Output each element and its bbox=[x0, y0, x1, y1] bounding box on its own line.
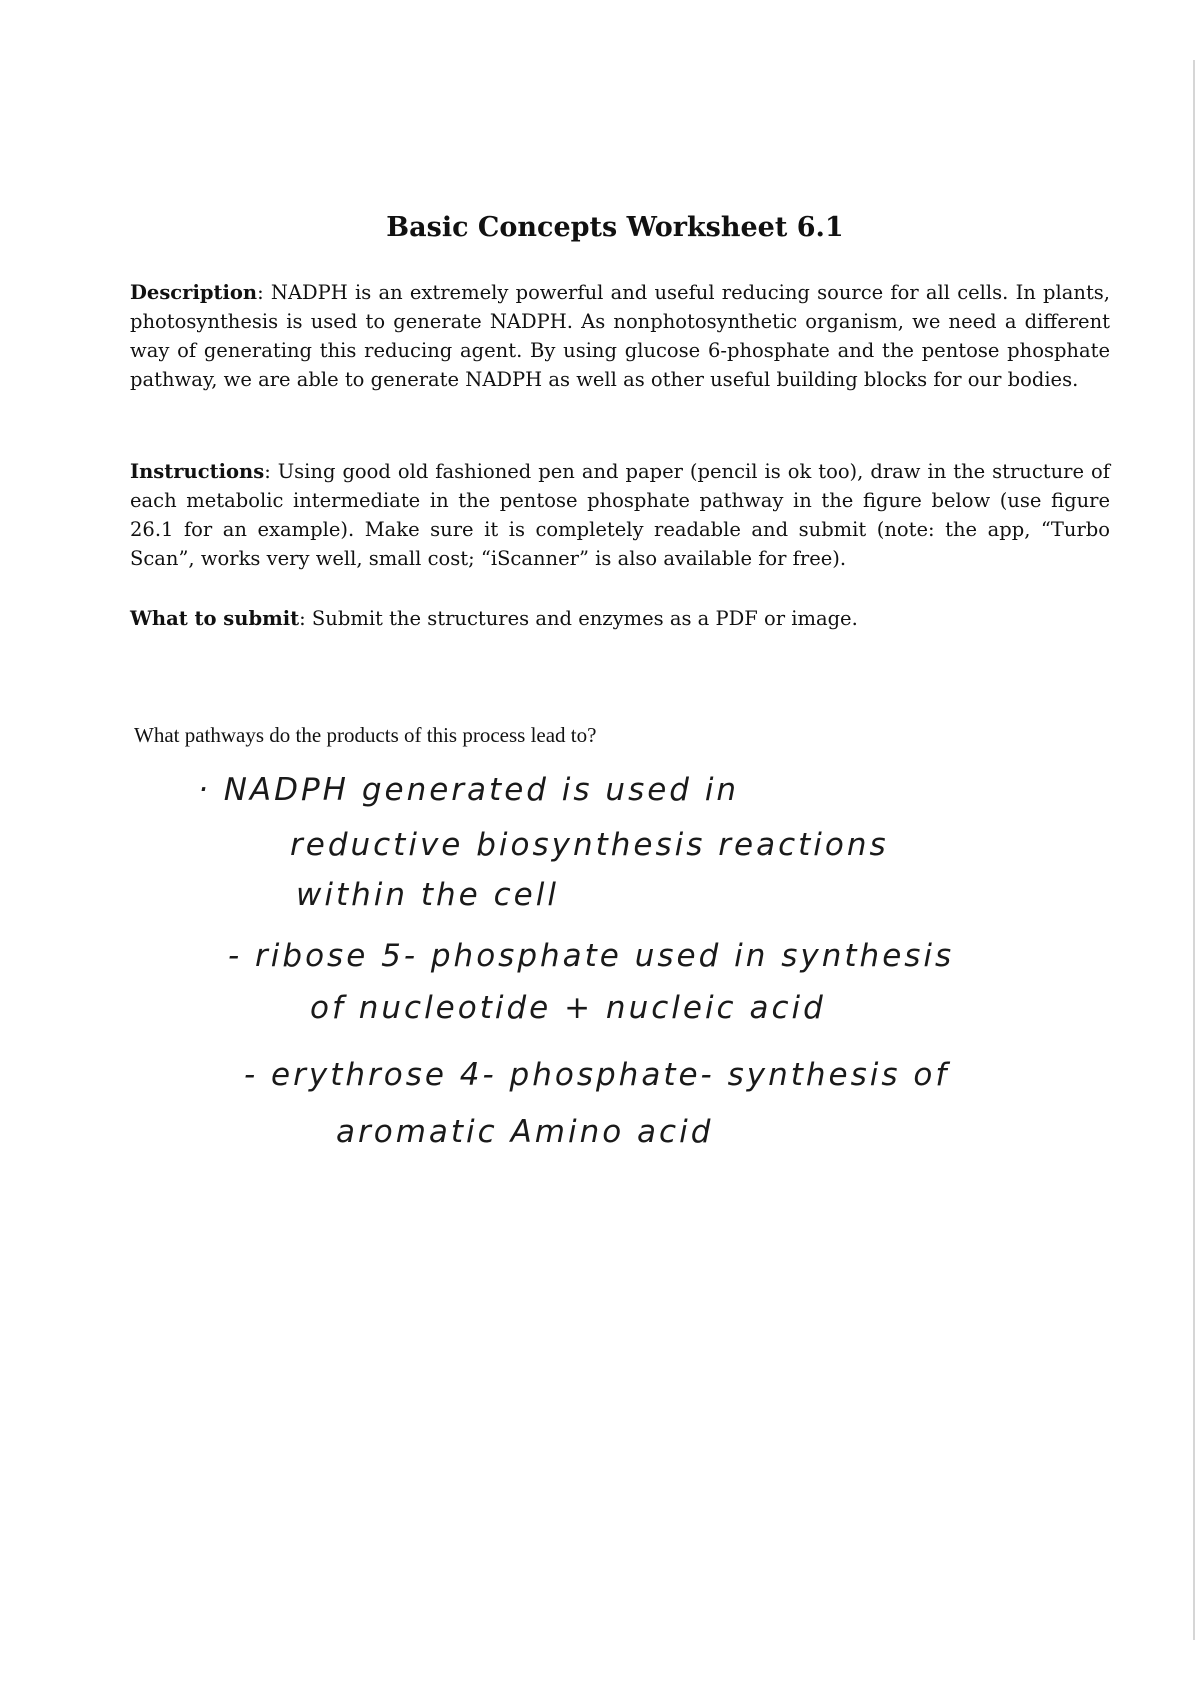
handwritten-line: of nucleotide + nucleic acid bbox=[310, 990, 826, 1026]
worksheet-title: Basic Concepts Worksheet 6.1 bbox=[386, 212, 844, 243]
handwritten-line: · NADPH generated is used in bbox=[198, 772, 740, 808]
submit-paragraph bbox=[130, 604, 1110, 633]
question-text: What pathways do the products of this process lead to? bbox=[134, 723, 597, 747]
handwritten-line: - erythrose 4- phosphate- synthesis of bbox=[244, 1057, 950, 1093]
description-text: : NADPH is an extremely powerful and useful reducing source for all cells. In plants, photosynthesis is used to generate NADPH. As nonphotosynthetic organism, we need a different way of generating this reducing agent. By using glucose 6-phosphate and the pentose phosphate pathway, we are able to generate NADPH as well as other useful building blocks for our bodies. bbox=[130, 281, 1110, 391]
description-label: Description bbox=[130, 281, 258, 304]
handwritten-line: aromatic Amino acid bbox=[336, 1114, 714, 1150]
description-paragraph bbox=[130, 278, 1110, 394]
scan-edge bbox=[1193, 60, 1195, 1640]
handwritten-line: - ribose 5- phosphate used in synthesis bbox=[228, 938, 955, 974]
handwritten-line: within the cell bbox=[296, 877, 559, 913]
instructions-paragraph bbox=[130, 457, 1110, 573]
submit-text: : Submit the structures and enzymes as a PDF or image. bbox=[299, 607, 858, 630]
submit-label: What to submit bbox=[130, 607, 300, 630]
instructions-text: : Using good old fashioned pen and paper (pencil is ok too), draw in the structure of each metabolic intermediate in the pentose phosphate pathway in the figure below (use figure 26.1 for an example). Make sure it is completely readable and submit (note: the app, “Turbo Scan”, works very well, small cost; “iScanner” is also available for free). bbox=[130, 460, 1110, 570]
instructions-label: Instructions bbox=[130, 460, 265, 483]
handwritten-line: reductive biosynthesis reactions bbox=[290, 827, 889, 863]
